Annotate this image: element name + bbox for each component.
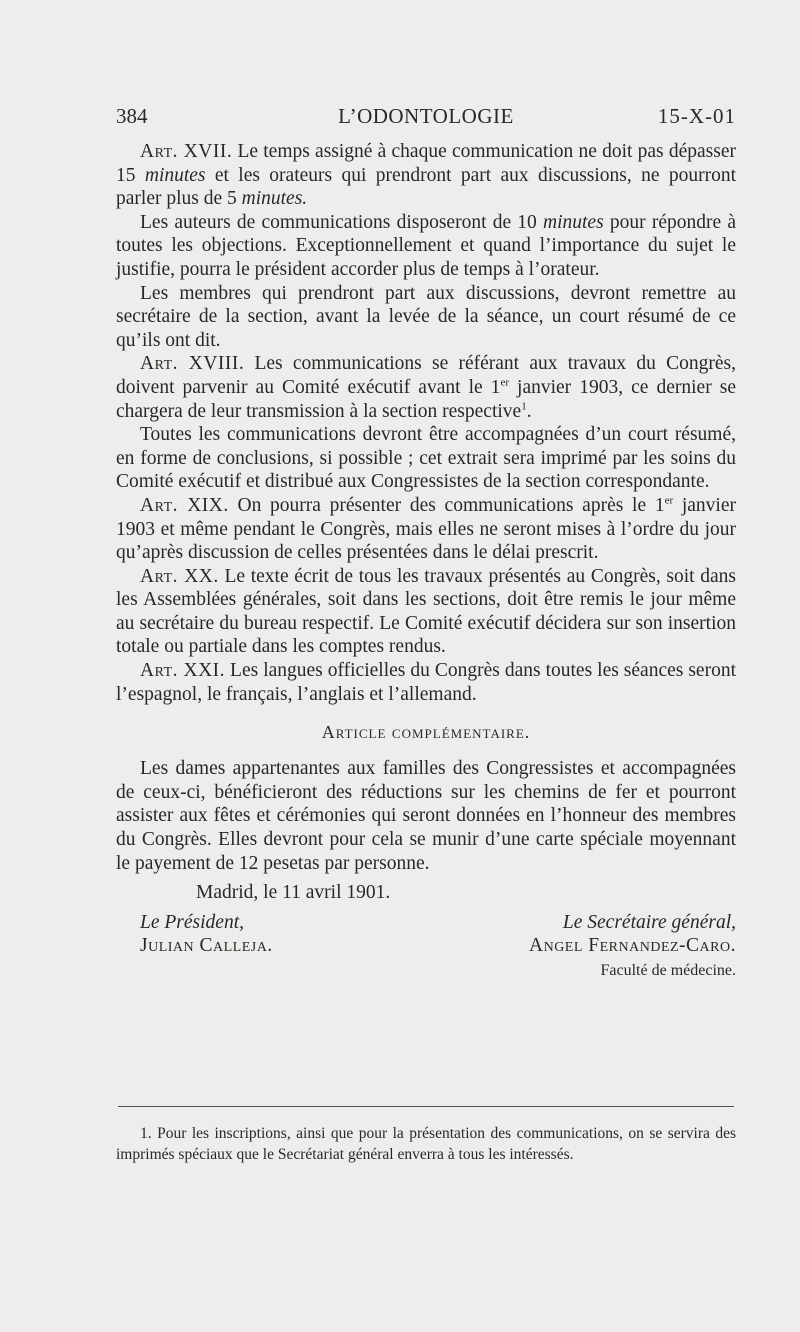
- article-18-label: Art. XVIII.: [140, 353, 245, 375]
- page-number: 384: [116, 104, 148, 128]
- date-line: Madrid, le 11 avril 1901.: [196, 882, 391, 904]
- article-17-paragraph-2: Les auteurs de communications disposeront de 10 minutes pour répondre à toutes les objections. Exceptionnellement et quand l’importance du sujet le justifie, pourra le président accorder plus de temps à l’orateur.: [116, 211, 736, 280]
- section-title: Article complémentaire.: [321, 722, 531, 743]
- main-text: [116, 140, 736, 981]
- article-21-label: Art. XXI.: [140, 660, 226, 682]
- secretary-title: Le Secrétaire général,: [562, 911, 736, 933]
- secretary-signature: [529, 911, 736, 982]
- president-name: Julian Calleja.: [140, 934, 273, 956]
- article-18-paragraph-2: Toutes les communications devront être accompagnées d’un court résumé, en forme de conclusions, si possible ; cet extrait sera imprimé par les soins du Comité exécutif et distribué aux Congressistes de la section correspondante.: [116, 424, 736, 493]
- complement-paragraph: Les dames appartenantes aux familles des Congressistes et accompagnées de ceux-ci, bénéficieront des réductions sur les chemins de fer et pourront assister aux fêtes et cérémonies qui seront données en l’honneur des membres du Congrès. Elles devront pour cela se munir d’une carte spéciale moyennant le payement de 12 pesetas par personne.: [116, 758, 736, 874]
- article-17-paragraph-3: Les membres qui prendront part aux discussions, devront remettre au secrétaire de la section, avant la levée de la séance, un court résumé de ce qu’ils ont dit.: [116, 282, 736, 351]
- article-17-paragraph-1: Art. XVII. Le temps assigné à chaque communication ne doit pas dépasser 15 minutes et les orateurs qui prendront part aux discussions, ne pourront parler plus de 5 minutes.: [116, 141, 737, 210]
- president-title: Le Président,: [140, 911, 244, 933]
- article-17-label: Art. XVII.: [140, 141, 233, 162]
- footnote: 1. Pour les inscriptions, ainsi que pour la présentation des communications, on se servira des imprimés spéciaux que le Secrétariat général enverra à tous les intéressés.: [116, 1125, 736, 1163]
- president-signature: [140, 911, 273, 957]
- issue-date: 15-X-01: [657, 104, 736, 128]
- article-21-paragraph-1: Art. XXI. Les langues officielles du Congrès dans toutes les séances seront l’espagnol, le français, l’anglais et l’allemand.: [116, 660, 737, 705]
- page-header: [116, 104, 736, 134]
- signatures: [116, 911, 736, 981]
- article-18-paragraph-1: Art. XVIII. Les communications se référant aux travaux du Congrès, doivent parvenir au Comité exécutif avant le 1er janvier 1903, ce dernier se chargera de leur transmission à la section respective$^1$.: [116, 353, 736, 422]
- running-title: L’ODONTOLOGIE: [338, 104, 514, 128]
- article-19-paragraph-1: Art. XIX. On pourra présenter des communications après le 1er janvier 1903 et même pendant le Congrès, mais elles ne seront mises à l’ordre du jour qu’après discussion de celles présentées dans le délai prescrit.: [116, 494, 736, 564]
- secretary-name: Angel Fernandez-Caro.: [529, 934, 736, 956]
- article-20-label: Art. XX.: [140, 565, 219, 587]
- footnote-divider: [118, 1106, 734, 1107]
- article-19-label: Art. XIX.: [140, 494, 229, 516]
- footnote-marker[interactable]: 1: [521, 400, 527, 413]
- article-20-paragraph-1: Art. XX. Le texte écrit de tous les travaux présentés au Congrès, soit dans les Assemblées générales, soit dans les sections, doit être remis le jour même au secrétaire du bureau respectif. Le Comité exécutif décidera sur son insertion totale ou partiale dans les comptes rendus.: [116, 565, 737, 658]
- secretary-affiliation: Faculté de médecine.: [600, 961, 736, 979]
